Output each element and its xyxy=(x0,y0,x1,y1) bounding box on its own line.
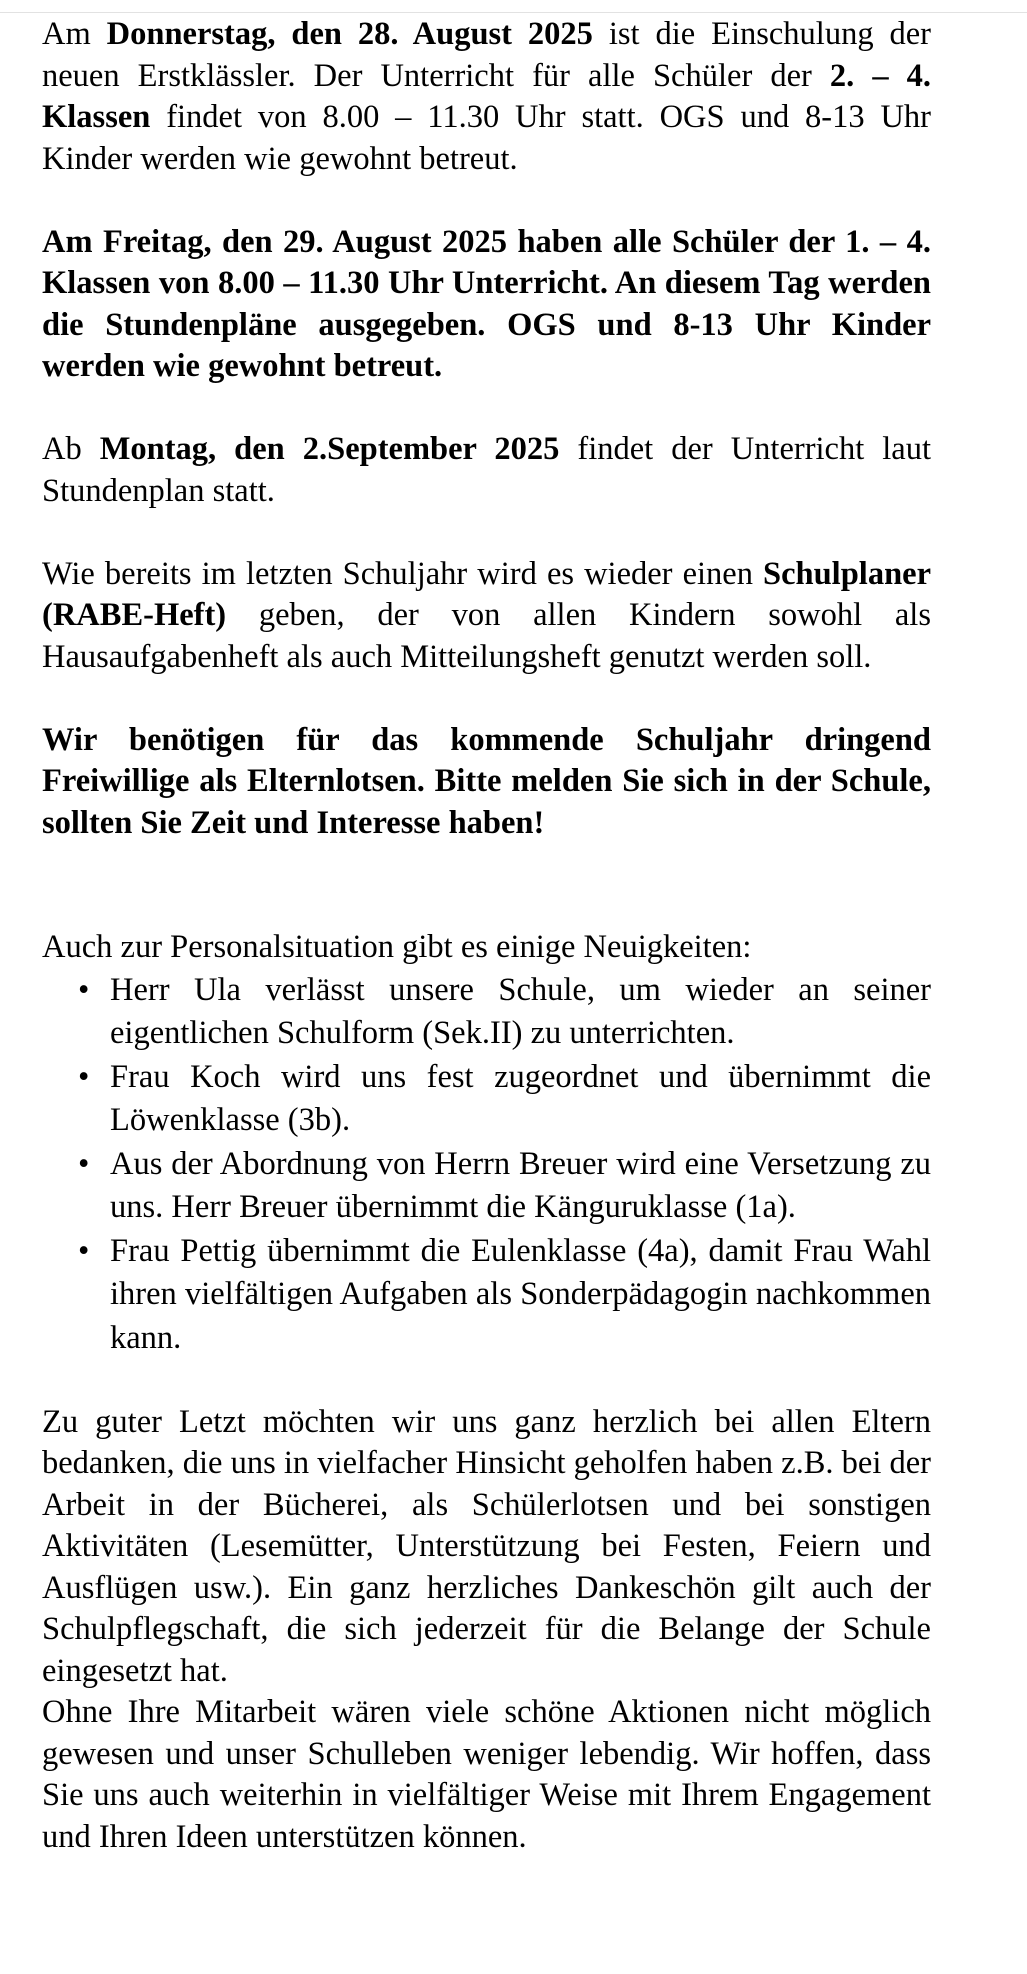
paragraph-montag xyxy=(42,429,931,512)
paragraph-einschulung xyxy=(42,14,931,180)
list-item xyxy=(42,1230,931,1361)
text-segment: findet der Unterricht laut Stundenplan statt. xyxy=(42,431,931,509)
text-segment: ist die Einschulung der neuen Erstklässler. Der Unterricht für alle Schüler der xyxy=(42,16,931,94)
bullet-icon: • xyxy=(78,971,90,1008)
classes-highlight: 2. – 4. Klassen xyxy=(42,57,932,135)
paragraph-personal-intro: Auch zur Personalsituation gibt es einige Neuigkeiten: xyxy=(42,929,752,965)
text-segment: findet von 8.00 – 11.30 Uhr statt. OGS und 8-13 Uhr Kinder werden wie gewohnt betreut. xyxy=(42,99,931,177)
bullet-icon: • xyxy=(78,1058,90,1095)
paragraph-freitag xyxy=(42,222,931,388)
list-item-text: Frau Pettig übernimmt die Eulenklasse (4a), damit Frau Wahl ihren vielfältigen Aufgaben als Sonderpädagogin nachkommen kann. xyxy=(110,1232,931,1356)
schulplaner-highlight: Schulplaner (RABE-Heft) xyxy=(42,555,931,633)
text-segment: geben, der von allen Kindern sowohl als Hausaufgabenheft als auch Mitteilungsheft genutzt werden soll. xyxy=(42,597,931,675)
list-item xyxy=(42,969,931,1056)
text-segment: Wie bereits im letzten Schuljahr wird es wieder einen xyxy=(42,555,764,592)
list-item-text: Aus der Abordnung von Herrn Breuer wird eine Versetzung zu uns. Herr Breuer übernimmt die Känguruklasse (1a). xyxy=(110,1145,931,1225)
date-donnerstag: Donnerstag, den 28. August 2025 xyxy=(106,16,593,52)
list-item xyxy=(42,1056,931,1143)
text-segment: Am xyxy=(42,16,107,52)
bullet-icon: • xyxy=(78,1232,90,1269)
bullet-icon: • xyxy=(78,1145,90,1182)
staff-news-list xyxy=(42,969,931,1361)
top-divider xyxy=(0,0,1027,13)
list-item-text: Frau Koch wird uns fest zugeordnet und übernimmt die Löwenklasse (3b). xyxy=(110,1058,931,1138)
list-item xyxy=(42,1143,931,1230)
paragraph-schulplaner xyxy=(42,554,931,679)
letter-body xyxy=(42,14,931,1858)
freitag-notice: Am Freitag, den 29. August 2025 haben alle Schüler der 1. – 4. Klassen von 8.00 – 11.30 Uhr Unterricht. An diesem Tag werden die Stundenpläne ausgegeben. OGS und 8-13 Uhr Kinder werden wie gewohnt betreut. xyxy=(42,223,931,384)
paragraph-schluss: Ohne Ihre Mitarbeit wären viele schöne Aktionen nicht möglich gewesen und unser Schulleben weniger lebendig. Wir hoffen, dass Sie uns auch weiterhin in vielfältiger Weise mit Ihrem Engagement und Ihren Ideen unterstützen können. xyxy=(42,1694,931,1855)
date-montag: Montag, den 2.September 2025 xyxy=(99,431,560,467)
list-item-text: Herr Ula verlässt unsere Schule, um wieder an seiner eigentlichen Schulform (Sek.II) zu unterrichten. xyxy=(110,971,931,1051)
paragraph-elternlotsen xyxy=(42,720,931,845)
text-segment: Ab xyxy=(42,431,100,467)
paragraph-dank: Zu guter Letzt möchten wir uns ganz herzlich bei allen Eltern bedanken, die uns in vielfacher Hinsicht geholfen haben z.B. bei der Arbeit in der Bücherei, als Schülerlotsen und bei sonstigen Aktivitäten (Lesemütter, Unterstützung bei Festen, Feiern und Ausflügen usw.). Ein ganz herzliches Dankeschön gilt auch der Schulpflegschaft, die sich jederzeit für die Belange der Schule eingesetzt hat. xyxy=(42,1403,931,1689)
elternlotsen-notice: Wir benötigen für das kommende Schuljahr dringend Freiwillige als Elternlotsen. Bitte melden Sie sich in der Schule, sollten Sie Zeit und Interesse haben! xyxy=(42,721,931,841)
